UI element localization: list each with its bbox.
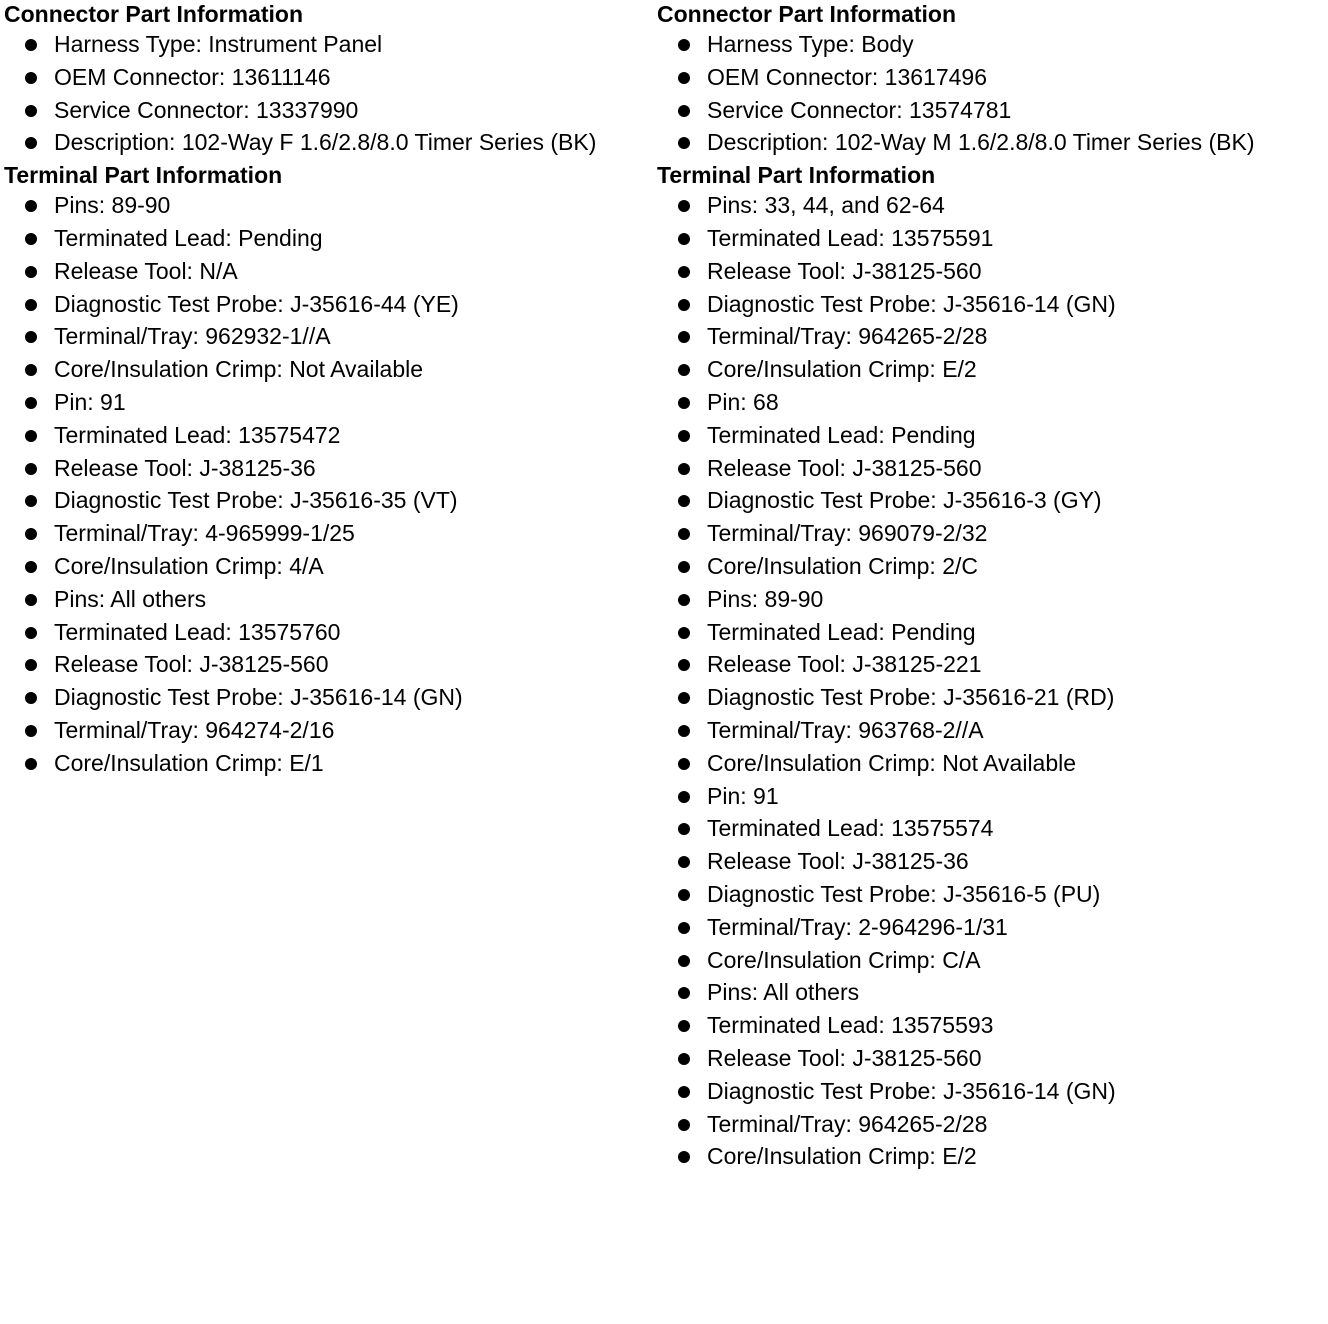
item-text: Terminated Lead: 13575472: [54, 421, 341, 448]
item-text: Terminated Lead: Pending: [54, 224, 323, 251]
bullet-icon: [25, 758, 37, 770]
item-text: Diagnostic Test Probe: J-35616-14 (GN): [54, 684, 463, 711]
bullet-icon: [25, 397, 37, 409]
bullet-icon: [25, 364, 37, 376]
list-item: [4, 550, 654, 583]
terminal-group: [4, 583, 654, 780]
bullet-icon: [678, 1020, 690, 1032]
item-text: Diagnostic Test Probe: J-35616-3 (GY): [707, 487, 1102, 514]
bullet-icon: [25, 331, 37, 343]
list-item: [657, 28, 1325, 61]
list-item: [657, 911, 1325, 944]
list-item: [657, 1108, 1325, 1141]
bullet-icon: [25, 137, 37, 149]
connector-part-list: [4, 28, 654, 159]
list-item: [657, 189, 1325, 222]
list-item: [657, 353, 1325, 386]
bullet-icon: [678, 397, 690, 409]
list-item: [657, 386, 1325, 419]
item-text: Terminal/Tray: 964265-2/28: [707, 323, 988, 350]
item-text: Service Connector: 13574781: [707, 96, 1012, 123]
list-item: [657, 550, 1325, 583]
item-text: Diagnostic Test Probe: J-35616-5 (PU): [707, 880, 1101, 907]
bullet-icon: [25, 463, 37, 475]
bullet-icon: [678, 627, 690, 639]
list-item: [657, 419, 1325, 452]
list-item: [657, 780, 1325, 813]
terminal-group: [657, 976, 1325, 1173]
list-item: [657, 681, 1325, 714]
item-text: Core/Insulation Crimp: C/A: [707, 946, 981, 973]
list-item: [4, 681, 654, 714]
item-text: Pins: All others: [54, 585, 207, 612]
list-item: [657, 126, 1325, 159]
bullet-icon: [678, 725, 690, 737]
bullet-icon: [25, 561, 37, 573]
terminal-group: [657, 386, 1325, 583]
terminal-group: [4, 386, 654, 583]
list-item: [657, 616, 1325, 649]
list-item: [4, 28, 654, 61]
item-text: Release Tool: J-38125-560: [707, 1044, 982, 1071]
item-text: Core/Insulation Crimp: Not Available: [54, 356, 424, 383]
item-text: Harness Type: Body: [707, 31, 914, 57]
bullet-icon: [678, 463, 690, 475]
list-item: [4, 452, 654, 485]
terminal-part-heading: Terminal Part Information: [657, 162, 936, 189]
item-text: Pin: 91: [707, 782, 779, 809]
bullet-icon: [25, 725, 37, 737]
bullet-icon: [25, 233, 37, 245]
item-text: Service Connector: 13337990: [54, 96, 359, 123]
terminal-part-heading: Terminal Part Information: [4, 162, 283, 189]
bullet-icon: [678, 692, 690, 704]
list-item: [4, 419, 654, 452]
bullet-icon: [678, 561, 690, 573]
bullet-icon: [25, 39, 37, 51]
terminal-group: [657, 780, 1325, 977]
list-item: [657, 255, 1325, 288]
bullet-icon: [678, 955, 690, 967]
item-text: Terminated Lead: 13575760: [54, 618, 341, 645]
bullet-icon: [678, 39, 690, 51]
list-item: [4, 583, 654, 616]
bullet-icon: [678, 266, 690, 278]
connector-part-heading: Connector Part Information: [4, 1, 304, 27]
bullet-icon: [25, 659, 37, 671]
list-item: [657, 484, 1325, 517]
item-text: Terminal/Tray: 962932-1//A: [54, 323, 331, 350]
item-text: Terminal/Tray: 963768-2//A: [707, 716, 984, 743]
list-item: [4, 94, 654, 127]
item-text: Terminated Lead: Pending: [707, 421, 976, 448]
item-text: Release Tool: J-38125-560: [54, 651, 329, 678]
left-column: [4, 0, 654, 780]
item-text: Pins: All others: [707, 979, 860, 1006]
bullet-icon: [25, 692, 37, 704]
bullet-icon: [25, 266, 37, 278]
list-item: [657, 714, 1325, 747]
list-item: [657, 648, 1325, 681]
bullet-icon: [25, 627, 37, 639]
terminal-group: [657, 583, 1325, 780]
list-item: [657, 517, 1325, 550]
list-item: [4, 222, 654, 255]
bullet-icon: [678, 495, 690, 507]
item-text: Harness Type: Instrument Panel: [54, 31, 383, 57]
list-item: [657, 976, 1325, 1009]
item-text: Terminal/Tray: 964274-2/16: [54, 716, 335, 743]
item-text: Core/Insulation Crimp: E/2: [707, 356, 977, 383]
terminal-group: [657, 189, 1325, 386]
item-text: Terminal/Tray: 969079-2/32: [707, 520, 988, 547]
item-text: Diagnostic Test Probe: J-35616-21 (RD): [707, 684, 1115, 711]
bullet-icon: [678, 364, 690, 376]
bullet-icon: [678, 105, 690, 117]
list-item: [657, 222, 1325, 255]
item-text: Description: 102-Way F 1.6/2.8/8.0 Timer Series (BK): [54, 129, 597, 156]
item-text: Release Tool: J-38125-560: [707, 257, 982, 284]
bullet-icon: [678, 791, 690, 803]
list-item: [4, 616, 654, 649]
list-item: [4, 714, 654, 747]
list-item: [4, 255, 654, 288]
list-item: [657, 1009, 1325, 1042]
list-item: [657, 452, 1325, 485]
item-text: Release Tool: J-38125-36: [707, 848, 969, 875]
bullet-icon: [678, 987, 690, 999]
item-text: Pins: 89-90: [54, 192, 171, 219]
right-column: [657, 0, 1325, 1173]
item-text: Release Tool: J-38125-560: [707, 454, 982, 481]
item-text: Terminated Lead: 13575574: [707, 815, 994, 842]
bullet-icon: [678, 758, 690, 770]
list-item: [657, 747, 1325, 780]
bullet-icon: [25, 299, 37, 311]
bullet-icon: [25, 105, 37, 117]
item-text: OEM Connector: 13611146: [54, 63, 331, 90]
item-text: Diagnostic Test Probe: J-35616-44 (YE): [54, 290, 459, 317]
list-item: [657, 845, 1325, 878]
item-text: Core/Insulation Crimp: 2/C: [707, 552, 978, 579]
bullet-icon: [25, 594, 37, 606]
list-item: [657, 1140, 1325, 1173]
bullet-icon: [678, 1086, 690, 1098]
bullet-icon: [678, 922, 690, 934]
list-item: [657, 288, 1325, 321]
item-text: Terminated Lead: 13575591: [707, 224, 994, 251]
bullet-icon: [678, 72, 690, 84]
item-text: Terminated Lead: Pending: [707, 618, 976, 645]
item-text: Core/Insulation Crimp: E/1: [54, 749, 324, 776]
item-text: Diagnostic Test Probe: J-35616-35 (VT): [54, 487, 458, 514]
list-item: [4, 320, 654, 353]
list-item: [657, 944, 1325, 977]
bullet-icon: [678, 1119, 690, 1131]
item-text: Pins: 33, 44, and 62-64: [707, 192, 945, 219]
connector-part-heading: Connector Part Information: [657, 1, 957, 27]
bullet-icon: [25, 430, 37, 442]
list-item: [4, 484, 654, 517]
item-text: Terminal/Tray: 964265-2/28: [707, 1110, 988, 1137]
bullet-icon: [678, 137, 690, 149]
bullet-icon: [678, 1053, 690, 1065]
list-item: [657, 583, 1325, 616]
list-item: [4, 747, 654, 780]
item-text: Terminated Lead: 13575593: [707, 1012, 994, 1039]
bullet-icon: [678, 659, 690, 671]
list-item: [657, 94, 1325, 127]
bullet-icon: [678, 430, 690, 442]
list-item: [657, 1042, 1325, 1075]
bullet-icon: [25, 528, 37, 540]
list-item: [657, 1075, 1325, 1108]
bullet-icon: [25, 200, 37, 212]
bullet-icon: [25, 495, 37, 507]
item-text: Terminal/Tray: 2-964296-1/31: [707, 913, 1008, 940]
list-item: [657, 878, 1325, 911]
bullet-icon: [678, 299, 690, 311]
item-text: OEM Connector: 13617496: [707, 63, 988, 90]
item-text: Release Tool: N/A: [54, 257, 238, 284]
bullet-icon: [678, 233, 690, 245]
item-text: Release Tool: J-38125-36: [54, 454, 316, 481]
item-text: Pin: 91: [54, 388, 126, 415]
item-text: Core/Insulation Crimp: 4/A: [54, 552, 324, 579]
list-item: [657, 320, 1325, 353]
item-text: Release Tool: J-38125-221: [707, 651, 982, 678]
item-text: Diagnostic Test Probe: J-35616-14 (GN): [707, 1077, 1116, 1104]
list-item: [4, 517, 654, 550]
item-text: Terminal/Tray: 4-965999-1/25: [54, 520, 355, 547]
terminal-group: [4, 189, 654, 386]
bullet-icon: [678, 594, 690, 606]
list-item: [657, 61, 1325, 94]
bullet-icon: [678, 856, 690, 868]
item-text: Diagnostic Test Probe: J-35616-14 (GN): [707, 290, 1116, 317]
bullet-icon: [678, 889, 690, 901]
bullet-icon: [678, 1151, 690, 1163]
bullet-icon: [678, 200, 690, 212]
list-item: [4, 288, 654, 321]
connector-part-list: [657, 28, 1325, 159]
item-text: Core/Insulation Crimp: Not Available: [707, 749, 1077, 776]
item-text: Description: 102-Way M 1.6/2.8/8.0 Timer Series (BK): [707, 129, 1255, 156]
list-item: [657, 812, 1325, 845]
bullet-icon: [678, 331, 690, 343]
item-text: Pins: 89-90: [707, 585, 824, 612]
list-item: [4, 648, 654, 681]
list-item: [4, 386, 654, 419]
list-item: [4, 126, 654, 159]
bullet-icon: [678, 823, 690, 835]
item-text: Core/Insulation Crimp: E/2: [707, 1143, 977, 1170]
list-item: [4, 189, 654, 222]
list-item: [4, 61, 654, 94]
bullet-icon: [678, 528, 690, 540]
item-text: Pin: 68: [707, 388, 779, 415]
bullet-icon: [25, 72, 37, 84]
list-item: [4, 353, 654, 386]
